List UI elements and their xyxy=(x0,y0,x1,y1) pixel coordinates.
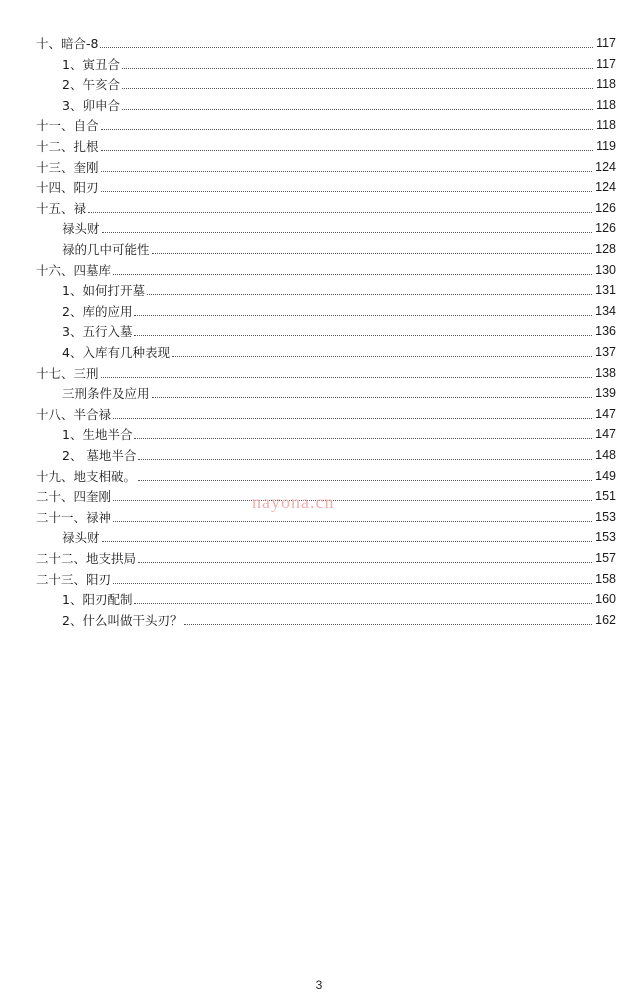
toc-entry-page: 118 xyxy=(596,77,616,92)
toc-entry-page: 158 xyxy=(595,571,616,586)
toc-entry xyxy=(36,154,616,176)
toc-entry-title: 二十一、禄神 xyxy=(36,509,112,525)
toc-entry-title: 禄的几中可能性 xyxy=(62,242,150,257)
toc-entry-page: 151 xyxy=(595,489,616,504)
toc-entry xyxy=(62,277,616,299)
dot-leader xyxy=(147,294,592,295)
toc-entry-page: 117 xyxy=(596,36,616,50)
toc-entry xyxy=(62,586,616,608)
toc-entry xyxy=(62,318,616,340)
dot-leader xyxy=(138,459,592,460)
toc-entry-title: 1、如何打开墓 xyxy=(62,283,145,299)
toc-entry xyxy=(62,442,616,464)
toc-entry xyxy=(62,92,616,114)
toc-entry-title: 十三、奎刚 xyxy=(36,159,99,175)
toc-entry-page: 153 xyxy=(595,509,616,524)
toc-entry-title: 2、库的应用 xyxy=(62,303,133,319)
toc-entry-title: 十、暗合-8 xyxy=(36,36,99,51)
dot-leader xyxy=(172,356,592,357)
dot-leader xyxy=(122,109,593,110)
dot-leader xyxy=(134,335,592,336)
toc-entry-page: 117 xyxy=(596,56,616,71)
dot-leader xyxy=(101,150,594,151)
toc-entry-page: 118 xyxy=(596,118,616,133)
toc-entry-title: 十二、扎根 xyxy=(36,139,99,154)
toc-entry-title: 二十二、地支拱局 xyxy=(36,551,137,566)
toc-entry-page: 136 xyxy=(595,324,616,339)
dot-leader xyxy=(134,438,592,439)
toc-entry xyxy=(36,30,616,52)
toc-entry-page: 130 xyxy=(595,262,616,277)
toc-entry-page: 126 xyxy=(595,221,616,236)
toc-entry-title: 禄头财 xyxy=(62,221,100,237)
toc-entry-title: 3、卯申合 xyxy=(62,97,120,113)
dot-leader xyxy=(101,191,593,192)
toc-entry-title: 十九、地支相破。 xyxy=(36,468,137,484)
dot-leader xyxy=(152,253,593,254)
dot-leader xyxy=(138,562,592,563)
toc-entry-page: 118 xyxy=(596,97,616,112)
toc-entry xyxy=(62,421,616,443)
toc-entry xyxy=(62,607,616,629)
toc-entry xyxy=(62,298,616,320)
dot-leader xyxy=(113,583,592,584)
toc-entry xyxy=(36,112,616,134)
toc-entry-title: 十五、禄 xyxy=(36,200,87,216)
toc-entry-page: 137 xyxy=(595,345,616,359)
toc-entry-title: 二十三、阳刃 xyxy=(36,571,112,587)
toc-entry-page: 153 xyxy=(595,530,616,545)
toc-entry-page: 147 xyxy=(595,427,616,442)
toc-entry-title: 十七、三刑 xyxy=(36,365,99,381)
toc-entry-title: 十六、四墓库 xyxy=(36,262,112,278)
watermark: nayona.cn xyxy=(252,492,335,512)
toc-entry-page: 126 xyxy=(595,200,616,215)
toc-entry xyxy=(36,195,616,217)
toc-entry-title: 十四、阳刃 xyxy=(36,180,99,196)
toc-entry-title: 禄头财 xyxy=(62,530,100,546)
toc-entry-page: 128 xyxy=(595,242,616,256)
toc-entry xyxy=(62,51,616,73)
dot-leader xyxy=(184,624,592,625)
dot-leader xyxy=(138,480,592,481)
toc-entry-title: 4、入库有几种表现 xyxy=(62,345,170,360)
toc-entry-page: 157 xyxy=(595,551,616,565)
dot-leader xyxy=(100,47,593,48)
toc-entry xyxy=(62,71,616,93)
dot-leader xyxy=(101,171,593,172)
toc-entry-title: 1、生地半合 xyxy=(62,427,133,443)
toc-entry-page: 149 xyxy=(595,468,616,483)
toc-entry-page: 160 xyxy=(595,592,616,607)
toc-entry xyxy=(36,566,616,588)
toc-entry xyxy=(62,380,616,402)
toc-entry-title: 2、 墓地半合 xyxy=(62,448,137,463)
toc-entry xyxy=(62,236,616,258)
dot-leader xyxy=(102,232,593,233)
toc-entry xyxy=(62,339,616,361)
toc-entry-page: 124 xyxy=(595,180,616,195)
toc-entry-title: 3、五行入墓 xyxy=(62,324,133,340)
toc-entry-page: 162 xyxy=(595,612,616,627)
dot-leader xyxy=(134,603,592,604)
toc-entry-title: 1、寅丑合 xyxy=(62,56,120,72)
toc-entry-page: 131 xyxy=(595,283,616,298)
dot-leader xyxy=(122,88,593,89)
toc-entry xyxy=(36,545,616,567)
toc-entry-page: 139 xyxy=(595,386,616,401)
dot-leader xyxy=(88,212,592,213)
toc-entry-page: 148 xyxy=(595,448,616,462)
toc-entry-page: 124 xyxy=(595,159,616,174)
toc-entry xyxy=(62,524,616,546)
dot-leader xyxy=(101,377,593,378)
dot-leader xyxy=(101,129,594,130)
dot-leader xyxy=(113,418,592,419)
toc-entry xyxy=(36,463,616,485)
toc-entry xyxy=(36,360,616,382)
toc-entry-title: 2、什么叫做干头刃？ xyxy=(62,612,183,628)
toc-entry-title: 2、午亥合 xyxy=(62,77,120,93)
page-number: 3 xyxy=(315,978,323,992)
toc-entry-page: 138 xyxy=(595,365,616,380)
toc-entry xyxy=(62,215,616,237)
toc-entry-page: 134 xyxy=(595,303,616,318)
toc-entry xyxy=(36,401,616,423)
toc-entry-title: 二十、四奎刚 xyxy=(36,489,112,505)
toc-entry-page: 119 xyxy=(596,139,616,153)
dot-leader xyxy=(134,315,592,316)
toc-entry-title: 十八、半合禄 xyxy=(36,406,112,422)
toc-entry xyxy=(36,133,616,155)
toc-entry-title: 1、阳刃配制 xyxy=(62,592,133,608)
dot-leader xyxy=(102,541,593,542)
toc-entry-page: 147 xyxy=(595,406,616,421)
dot-leader xyxy=(113,500,592,501)
dot-leader xyxy=(152,397,593,398)
dot-leader xyxy=(113,274,592,275)
toc-entry xyxy=(36,257,616,279)
toc-entry xyxy=(36,174,616,196)
toc-entry-title: 十一、自合 xyxy=(36,118,99,134)
dot-leader xyxy=(122,68,593,69)
dot-leader xyxy=(113,521,592,522)
toc-entry-title: 三刑条件及应用 xyxy=(62,386,150,402)
